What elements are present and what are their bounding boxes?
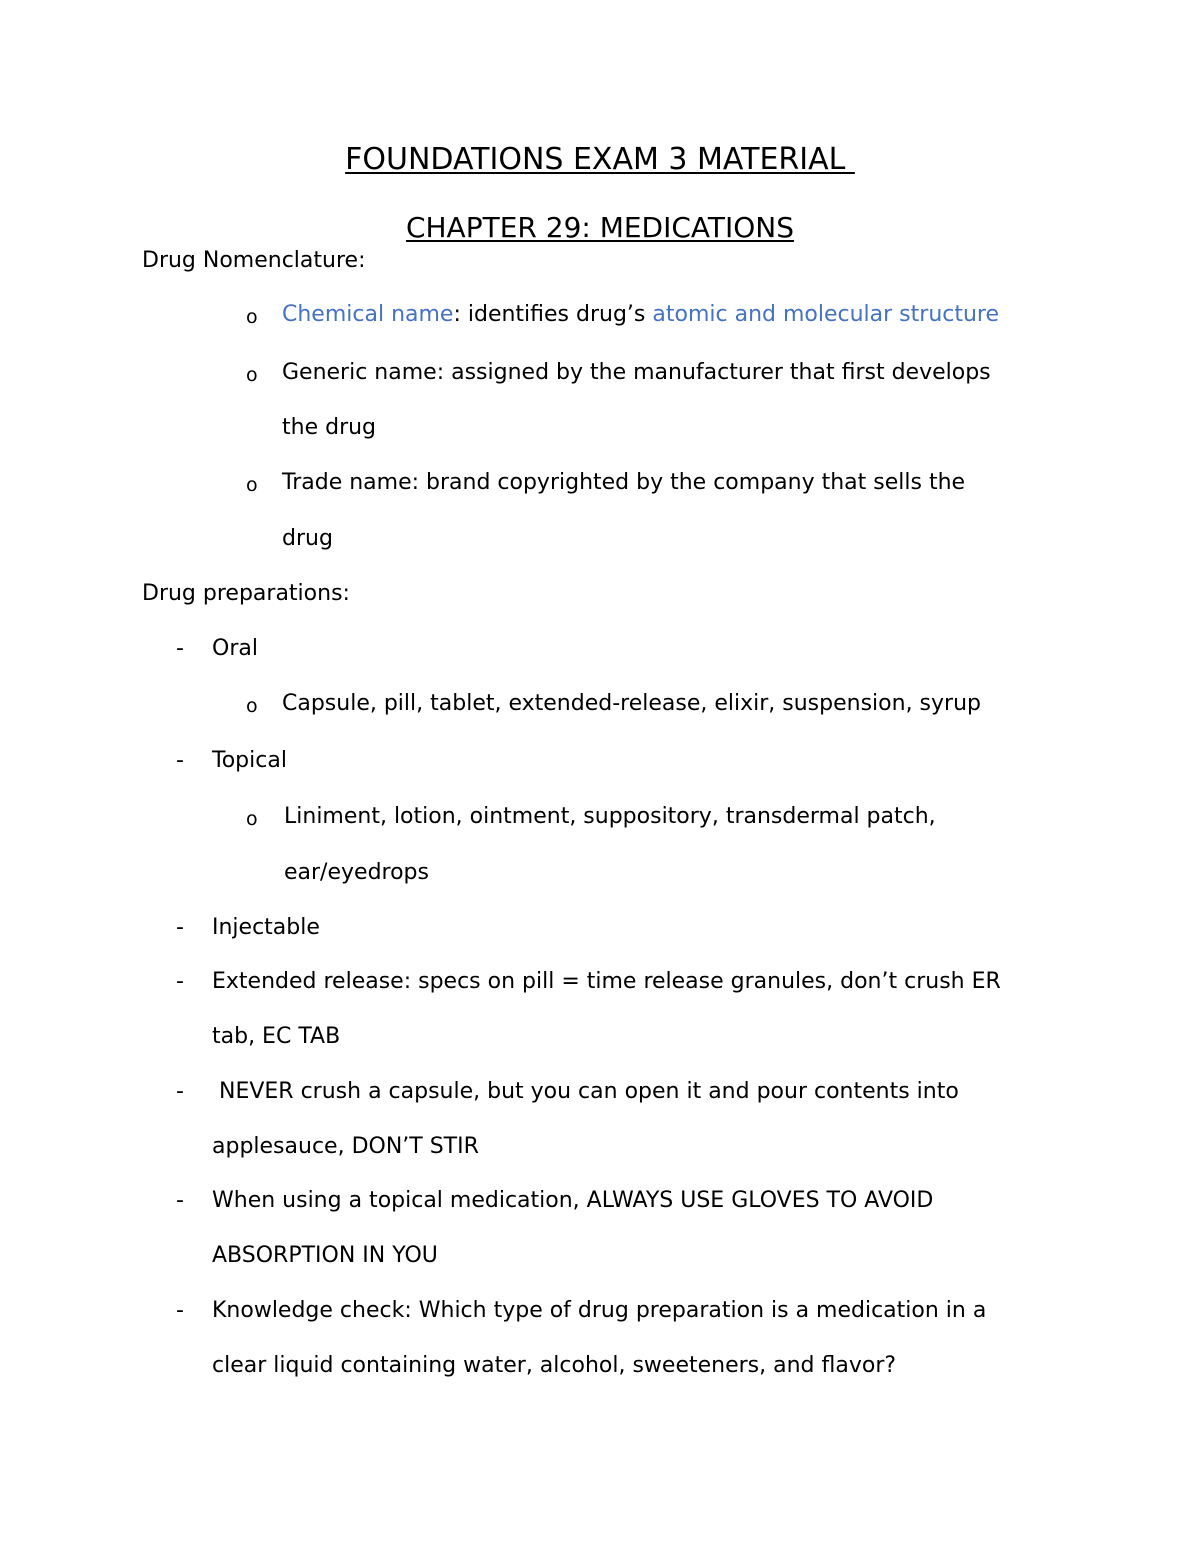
chemical-name-item — [282, 300, 999, 330]
trade-name-item: Trade name: brand copyrighted by the company that sells the — [282, 470, 966, 495]
capsule-item-cont: applesauce, DON’T STIR — [212, 1134, 479, 1159]
trade-name-item-cont: drug — [282, 526, 333, 551]
extended-release-item: Extended release: specs on pill = time release granules, don’t crush ER — [212, 969, 1001, 994]
extended-release-item-cont: tab, EC TAB — [212, 1024, 341, 1049]
generic-name-item-cont: the drug — [282, 415, 377, 440]
circle-bullet: o — [246, 808, 258, 830]
chemical-name-term: Chemical name — [282, 302, 454, 327]
topical-forms: Liniment, lotion, ointment, suppository, transdermal patch, — [284, 804, 936, 829]
injectable-item: Injectable — [212, 915, 320, 940]
knowledge-check-item: Knowledge check: Which type of drug preparation is a medication in a — [212, 1298, 987, 1323]
topical-item: Topical — [212, 748, 287, 773]
dash-bullet: - — [176, 969, 184, 994]
generic-name-item: Generic name: assigned by the manufacturer that first develops — [282, 360, 991, 385]
preparations-heading: Drug preparations: — [142, 581, 350, 606]
circle-bullet: o — [246, 364, 258, 386]
capsule-item: NEVER crush a capsule, but you can open it and pour contents into — [212, 1079, 959, 1104]
chapter-heading-text: CHAPTER 29: MEDICATIONS — [405, 211, 795, 244]
document-title — [0, 142, 1200, 178]
oral-forms: Capsule, pill, tablet, extended-release, elixir, suspension, syrup — [282, 691, 981, 716]
topical-forms-cont: ear/eyedrops — [284, 860, 429, 885]
dash-bullet: - — [176, 915, 184, 940]
chapter-heading — [0, 210, 1200, 246]
dash-bullet: - — [176, 1298, 184, 1323]
dash-bullet: - — [176, 748, 184, 773]
chemical-name-emphasis: atomic and molecular structure — [652, 302, 1000, 327]
gloves-item-cont: ABSORPTION IN YOU — [212, 1243, 438, 1268]
knowledge-check-item-cont: clear liquid containing water, alcohol, sweeteners, and flavor? — [212, 1353, 897, 1378]
circle-bullet: o — [246, 474, 258, 496]
gloves-item: When using a topical medication, ALWAYS USE GLOVES TO AVOID — [212, 1188, 934, 1213]
dash-bullet: - — [176, 1188, 184, 1213]
oral-item: Oral — [212, 636, 258, 661]
document-title-text: FOUNDATIONS EXAM 3 MATERIAL — [345, 142, 855, 177]
circle-bullet: o — [246, 306, 258, 328]
chemical-name-middle: : identifies drug’s — [453, 302, 653, 327]
circle-bullet: o — [246, 695, 258, 717]
dash-bullet: - — [176, 636, 184, 661]
nomenclature-heading: Drug Nomenclature: — [142, 248, 366, 273]
dash-bullet: - — [176, 1079, 184, 1104]
